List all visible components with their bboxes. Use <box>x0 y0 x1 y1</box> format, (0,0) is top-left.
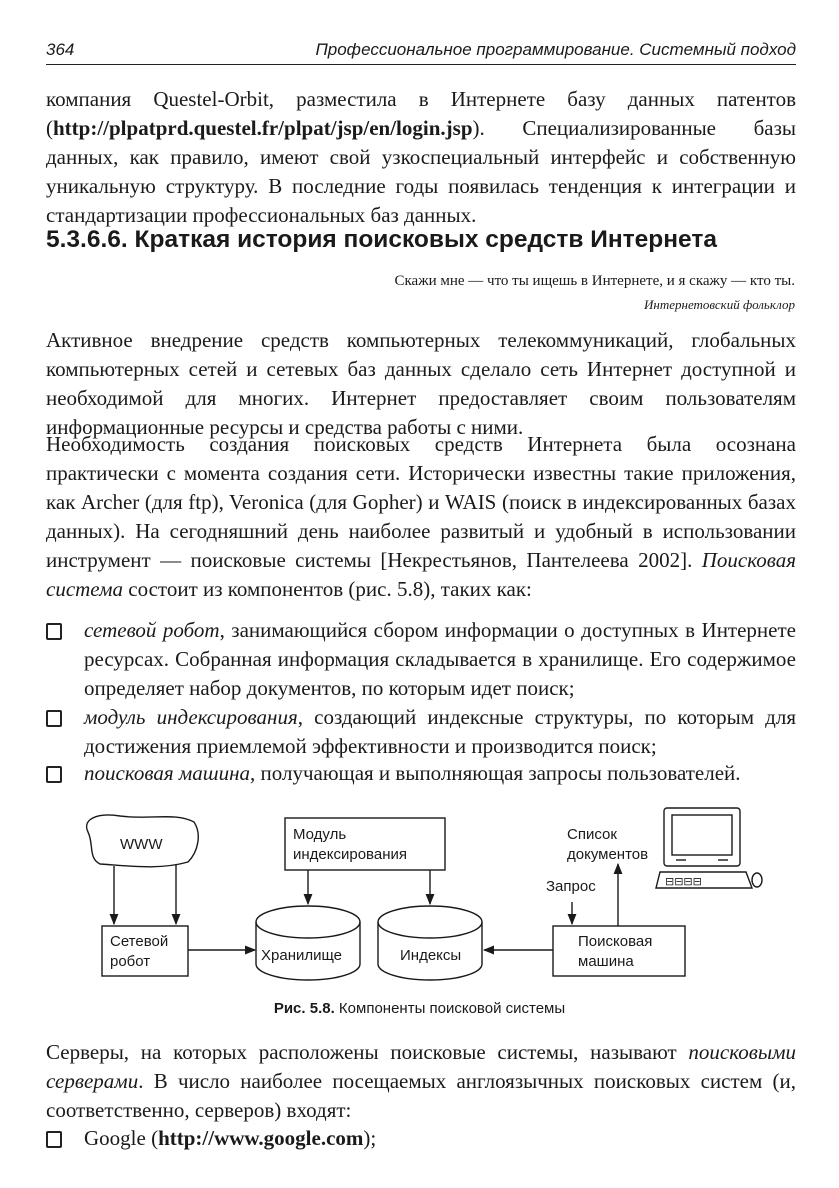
robot-label-line1: Сетевой <box>110 933 169 950</box>
robot-label-line2: робот <box>110 953 151 970</box>
running-title: Профессиональное программирование. Системный подход <box>315 40 796 59</box>
epigraph-source: Интернетовский фольклор <box>644 297 795 312</box>
keyboard-keys: ⊟⊟⊟⊟ <box>665 876 702 888</box>
list-item: модуль индексирования, создающий индексные структуры, по которым для достижения приемлемой эффективности и производится поиск; <box>46 703 796 763</box>
paragraph-search-servers: Серверы, на которых расположены поисковые системы, называют поисковыми серверами. В число наиболее посещаемых англоязычных поисковых систем (и, соответственно, серверов) входят: <box>46 1040 796 1122</box>
search-system-diagram <box>80 800 770 990</box>
list-item: поисковая машина, получающая и выполняющая запросы пользователей. <box>46 759 796 789</box>
storage-cylinder <box>256 906 360 980</box>
module-label-line2: индексирования <box>293 846 407 863</box>
term-search-servers: поисковыми серверами <box>46 1040 796 1093</box>
checkbox-bullet-icon <box>46 1131 62 1148</box>
document-list-label-line1: Список <box>567 826 617 843</box>
list-item: Google (http://www.google.com); <box>46 1124 796 1154</box>
checkbox-bullet-icon <box>46 710 62 727</box>
checkbox-bullet-icon <box>46 766 62 783</box>
epigraph: Скажи мне — что ты ищешь в Интернете, и я скажу — кто ты. <box>394 273 795 289</box>
page-header <box>46 36 796 65</box>
list-item: сетевой робот, занимающийся сбором информации о доступных в Интернете ресурсах. Собранная информация складывается в хранилище. Его содержимое определяет набор документов, по которым идет поиск; <box>46 616 796 706</box>
engine-label-line2: машина <box>578 953 634 970</box>
indexes-cylinder <box>378 906 482 980</box>
page-number: 364 <box>46 40 75 59</box>
module-label-line1: Модуль <box>293 826 347 843</box>
checkbox-bullet-icon <box>46 623 62 640</box>
query-label: Запрос <box>546 878 596 895</box>
term-search-system: Поисковая система <box>46 548 796 601</box>
patent-db-link[interactable]: http://plpatprd.questel.fr/plpat/jsp/en/login.jsp <box>53 116 473 140</box>
indexes-label: Индексы <box>400 947 462 964</box>
term-web-robot: сетевой робот <box>84 618 220 642</box>
term-search-engine: поисковая машина <box>84 761 251 785</box>
engine-label-line1: Поисковая <box>578 933 653 950</box>
term-indexing-module: модуль индексирования <box>84 705 298 729</box>
figure-caption: Рис. 5.8. Компоненты поисковой системы <box>273 1000 566 1017</box>
paragraph-search-history: Необходимость создания поисковых средств Интернета была осознана практически с момента создания сети. Исторически известны такие приложения, как Archer (для ftp), Veronica (для Gopher) и WAIS (поиск в индексированных базах данных). На сегодняшний день наиболее развитый и удобный в использовании инструмент — поисковые системы [Некрестьянов, Пантелеева 2002]. Поисковая система состоит из компонентов (рис. 5.8), таких как: <box>46 432 796 601</box>
google-link[interactable]: http://www.google.com <box>158 1126 364 1150</box>
document-list-label-line2: документов <box>567 846 649 863</box>
storage-label: Хранилище <box>261 947 342 964</box>
section-heading: 5.3.6.6. Краткая история поисковых средств Интернета <box>46 226 717 253</box>
intro-paragraph: компания Questel-Orbit, разместила в Интернете базу данных патентов (http://plpatprd.questel.fr/plpat/jsp/en/login.jsp). Специализированные базы данных, как правило, имеют свой узкоспециальный интерфейс и собственную уникальную структуру. В последние годы появилась тенденция к интеграции и стандартизации профессиональных баз данных. <box>46 87 796 227</box>
www-label: WWW <box>120 836 163 853</box>
paragraph-telecom: Активное внедрение средств компьютерных телекоммуникаций, глобальных компьютерных сетей и сетевых баз данных сделало сеть Интернет доступной и необходимой для многих. Интернет предоставляет своим пользователям информационные ресурсы и средства работы с ними. <box>46 328 796 439</box>
